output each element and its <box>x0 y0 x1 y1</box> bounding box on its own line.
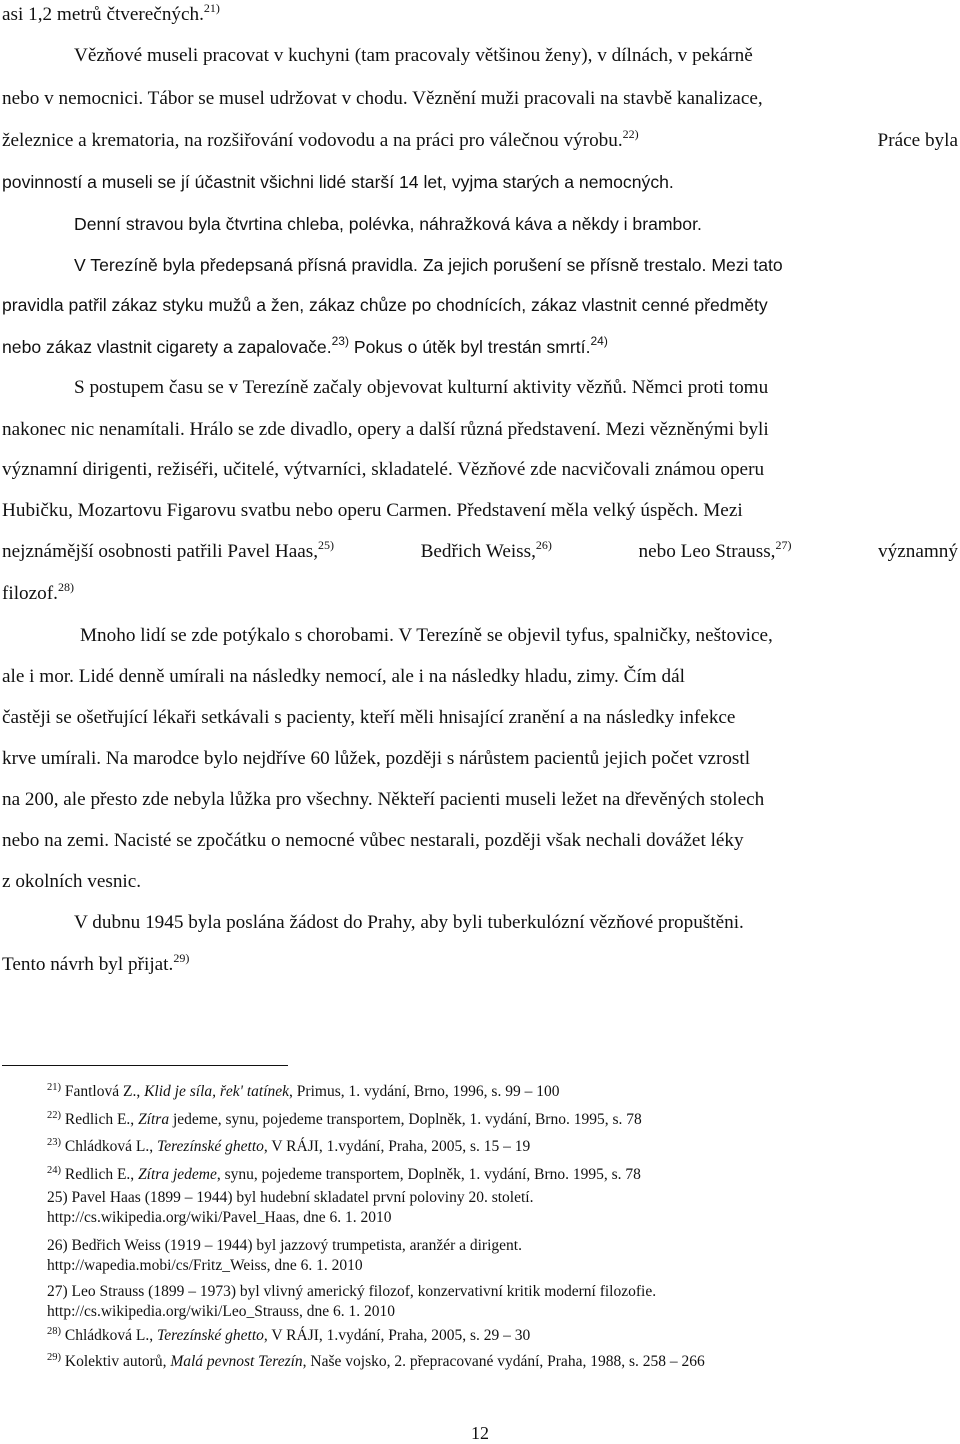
paragraph-indented-line: Vězňové museli pracovat v kuchyni (tam pracovaly většinou ženy), v dílnách, v pekárně <box>74 45 753 66</box>
text-line: Denní stravou byla čtvrtina chleba, polévka, náhražková káva a někdy i brambor. <box>74 214 702 234</box>
text-line: pravidla patřil zákaz styku mužů a žen, zákaz chůze po chodnících, zákaz vlastnit cenné předměty <box>2 295 768 315</box>
text-line: nebo v nemocnici. Tábor se musel udržovat v chodu. Věznění muži pracovali na stavbě kanalizace, <box>2 88 763 109</box>
footnote-26: 26) Bedřich Weiss (1919 – 1944) byl jazzový trumpetista, aranžér a dirigent. http://wapedia.mobi/cs/Fritz_Weiss, dne 6. 1. 2010 <box>47 1237 522 1274</box>
text-line: filozof.$^{28)}$ <box>2 580 74 604</box>
text-line: povinností a museli se jí účastnit všichni lidé starší 14 let, vyjma starých a nemocných. <box>2 172 674 192</box>
footnote-separator <box>2 1065 288 1066</box>
page-number: 12 <box>471 1423 489 1443</box>
text-line: železnice a krematoria, na rozšiřování vodovodu a na práci pro válečnou výrobu.$^{22)}$ Práce byla <box>2 127 958 151</box>
text-line: Hubičku, Mozartovu Figarovu svatbu nebo operu Carmen. Představení měla velký úspěch. Mezi <box>2 500 743 521</box>
text-line: významní dirigenti, režiséři, učitelé, výtvarníci, skladatelé. Vězňové zde nacvičovali známou operu <box>2 459 765 480</box>
text-line: ale i mor. Lidé denně umírali na následky nemocí, ale i na následky hladu, zimy. Čím dál <box>2 666 685 687</box>
paragraph-indented-line: S postupem času se v Terezíně začaly objevovat kulturní aktivity vězňů. Němci proti tomu <box>74 377 769 398</box>
text-line: asi 1,2 metrů čtverečných.$^{21)}$ <box>2 1 220 25</box>
footnote-23: $^{23)}$ Chládková L., Terezínské ghetto, V RÁJI, 1.vydání, Praha, 2005, s. 15 – 19 <box>47 1137 531 1155</box>
text-line: nebo na zemi. Nacisté se zpočátku o nemocné vůbec nestarali, později však nechali dovážet léky <box>2 830 744 851</box>
footnote-28: $^{28)}$ Chládková L., Terezínské ghetto, V RÁJI, 1.vydání, Praha, 2005, s. 29 – 30 <box>47 1326 531 1344</box>
text-line: nakonec nic nenamítali. Hrálo se zde divadlo, opery a další různá představení. Mezi vězněnými byli <box>2 419 769 440</box>
footnote-25: 25) Pavel Haas (1899 – 1944) byl hudební skladatel první poloviny 20. století. http://cs.wikipedia.org/wiki/Pavel_Haas, dne 6. 1. 2010 <box>47 1189 534 1226</box>
footnote-24: $^{24)}$ Redlich E., Zítra jedeme, synu, pojedeme transportem, Doplněk, 1. vydání, Brno. 1995, s. 78 <box>47 1165 641 1183</box>
paragraph-indented-line: Mnoho lidí se zde potýkalo s chorobami. V Terezíně se objevil tyfus, spalničky, neštovice, <box>80 625 773 646</box>
footnote-21: $^{21)}$ Fantlová Z., Klid je síla, řek' tatínek, Primus, 1. vydání, Brno, 1996, s. 99 – 100 <box>47 1082 560 1100</box>
footnote-22: $^{22)}$ Redlich E., Zítra jedeme, synu, pojedeme transportem, Doplněk, 1. vydání, Brno. 1995, s. 78 <box>47 1110 642 1128</box>
text-line: krve umírali. Na marodce bylo nejdříve 60 lůžek, později s nárůstem pacientů jejich počet vzrostl <box>2 748 751 769</box>
footnote-27: 27) Leo Strauss (1899 – 1973) byl vlivný americký filozof, konzervativní kritik moderní filozofie. http://cs.wikipedia.org/wiki/Leo_Strauss, dne 6. 1. 2010 <box>47 1283 657 1320</box>
text-line: Tento návrh byl přijat.$^{29)}$ <box>2 951 190 975</box>
text-line: nebo zákaz vlastnit cigarety a zapalovače.$^{23)}$ Pokus o útěk byl trestán smrtí.$^{24)}$ <box>2 334 608 357</box>
footnote-29: $^{29)}$ Kolektiv autorů, Malá pevnost Terezín, Naše vojsko, 2. přepracované vydání, Praha, 1988, s. 258 – 266 <box>47 1352 705 1370</box>
text-line: na 200, ale přesto zde nebyla lůžka pro všechny. Někteří pacienti museli ležet na dřevěných stolech <box>2 789 765 810</box>
text-line: z okolních vesnic. <box>2 871 142 892</box>
paragraph-indented-line: V dubnu 1945 byla poslána žádost do Prahy, aby byli tuberkulózní vězňové propuštěni. <box>74 912 744 933</box>
text-line: častěji se ošetřující lékaři setkávali s pacienty, kteří měli hnisající zranění a na následky infekce <box>2 707 736 728</box>
text-line: nejznámější osobnosti patřili Pavel Haas,$^{25)}$ Bedřich Weiss,$^{26)}$ nebo Leo Strauss,$^{27)}$ významný <box>2 538 958 562</box>
text-line: V Terezíně byla předepsaná přísná pravidla. Za jejich porušení se přísně trestalo. Mezi tato <box>74 255 783 275</box>
